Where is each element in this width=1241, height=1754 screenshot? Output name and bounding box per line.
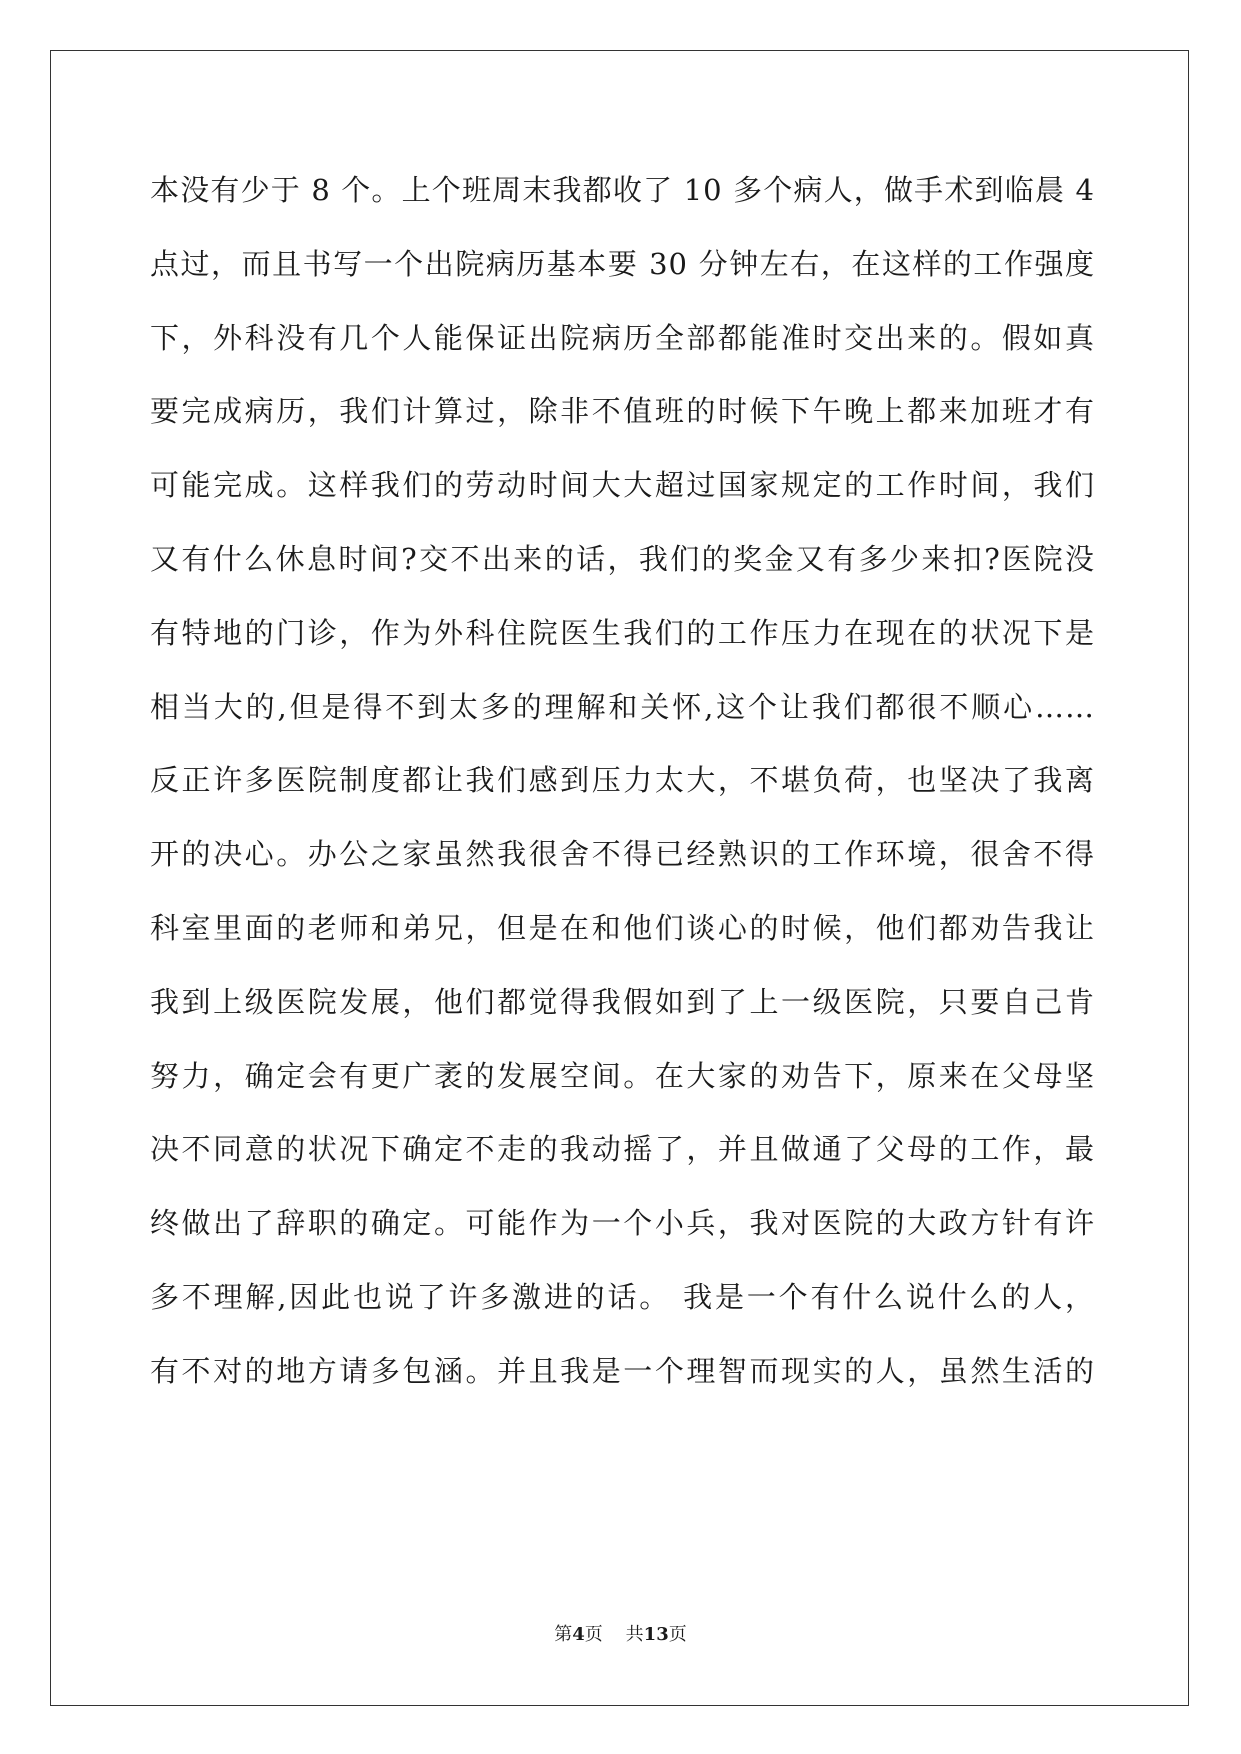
- text-line: 科室里面的老师和弟兄，但是在和他们谈心的时候，他们都劝告我让: [150, 910, 1095, 945]
- text-line: 多不理解,因此也说了许多激进的话。 我是一个有什么说什么的人，: [150, 1279, 1095, 1314]
- text-line: 有特地的门诊，作为外科住院医生我们的工作压力在现在的状况下是: [150, 615, 1095, 650]
- page-footer: [0, 1620, 1241, 1646]
- text-line: 要完成病历，我们计算过，除非不值班的时候下午晚上都来加班才有: [150, 394, 1095, 429]
- text-line: 努力，确定会有更广袤的发展空间。在大家的劝告下，原来在父母坚: [150, 1058, 1095, 1093]
- text-line: 本没有少于 8 个。上个班周末我都收了 10 多个病人，做手术到临晨 4: [150, 173, 1095, 207]
- text-line: 我到上级医院发展，他们都觉得我假如到了上一级医院，只要自己肯: [150, 984, 1095, 1019]
- text-line: 点过，而且书写一个出院病历基本要 30 分钟左右，在这样的工作强度: [150, 246, 1095, 281]
- text-line: 下，外科没有几个人能保证出院病历全部都能准时交出来的。假如真: [150, 320, 1095, 355]
- text-line: 决不同意的状况下确定不走的我动摇了，并且做通了父母的工作，最: [150, 1132, 1095, 1167]
- text-line: 反正许多医院制度都让我们感到压力太大，不堪负荷，也坚决了我离: [150, 763, 1095, 798]
- text-line: 相当大的,但是得不到太多的理解和关怀,这个让我们都很不顺心……: [150, 689, 1095, 724]
- current-page-number: 4: [572, 1624, 585, 1645]
- footer-prefix: 第: [554, 1624, 573, 1645]
- footer-total-suffix: 页: [668, 1624, 687, 1645]
- text-line: 终做出了辞职的确定。可能作为一个小兵，我对医院的大政方针有许: [150, 1206, 1095, 1241]
- text-line: 又有什么休息时间?交不出来的话，我们的奖金又有多少来扣?医院没: [150, 541, 1095, 576]
- text-line: 有不对的地方请多包涵。并且我是一个理智而现实的人，虽然生活的: [150, 1353, 1095, 1388]
- document-body: [150, 160, 1095, 1415]
- total-pages-number: 13: [643, 1624, 669, 1645]
- text-line: 可能完成。这样我们的劳动时间大大超过国家规定的工作时间，我们: [150, 468, 1095, 503]
- footer-total-prefix: 共: [625, 1624, 644, 1645]
- footer-page-suffix: 页: [584, 1624, 603, 1645]
- text-line: 开的决心。办公之家虽然我很舍不得已经熟识的工作环境，很舍不得: [150, 837, 1095, 872]
